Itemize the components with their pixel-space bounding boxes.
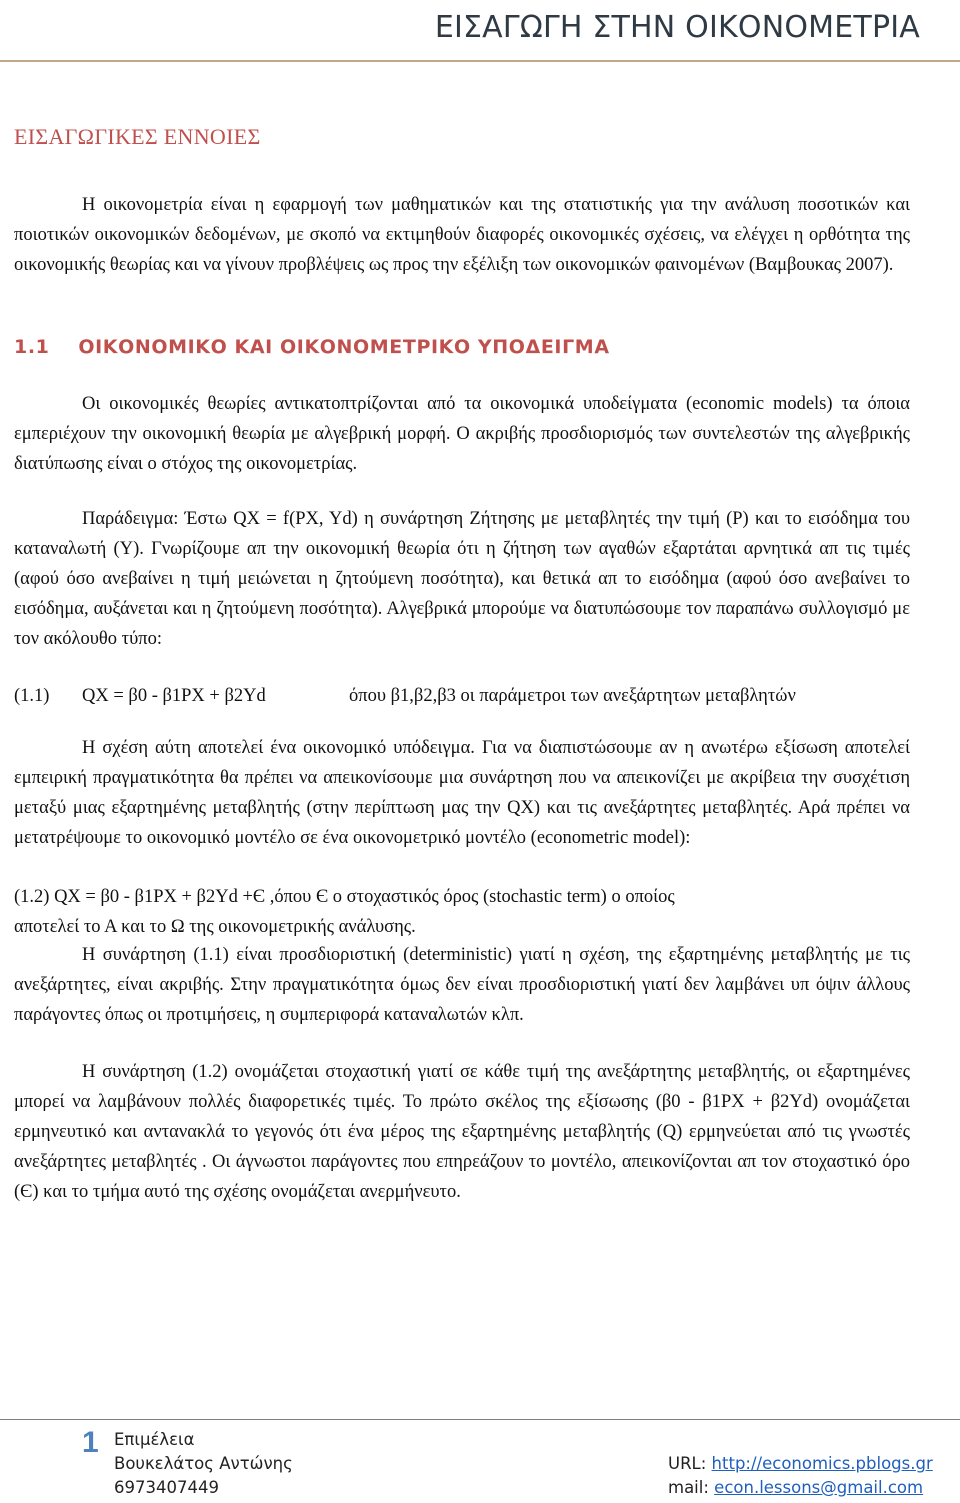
footer-divider (0, 1419, 960, 1420)
formula-number: (1.1) (14, 686, 50, 706)
subsection-number: 1.1 (14, 336, 50, 358)
paragraph-intro: Η οικονομετρία είναι η εφαρμογή των μαθηματικών και της στατιστικής για την ανάλυση ποσοτικών και ποιοτικών οικονομικών δεδομένων, με σκοπό να εκτιμηθούν διαφορές οικονομικές σχέσεις, να ελέγχει η ορθότητα της οικονομικής θεωρίας και να γίνουν προβλέψεις ως προς την εξέλιξη των οικονομικών φαινομένων (Βαμβουκας 2007). (14, 195, 910, 275)
header-title: ΕΙΣΑΓΩΓΗ ΣΤΗΝ ΟΙΚΟΝΟΜΕΤΡΙΑ (434, 10, 920, 45)
paragraph-stochastic: Η συνάρτηση (1.2) ονομάζεται στοχαστική γιατί σε κάθε τιμή της ανεξάρτητης μεταβλητής, οι εξαρτημένες μπορεί να λαμβάνουν πολλές διαφορετικές τιμές. Το πρώτο σκέλος της εξίσωσης (β0 - β1PX + β2Yd) ονομάζεται ερμηνευτικό και αντανακλά το γεγονός ότι ένα μέρος της εξαρτημένης μεταβλητής (Q) ερμηνεύεται από τις γνωστές ανεξάρτητες μεταβλητές . Οι άγνωστοι παράγοντες που επηρεάζουν το μοντέλο, απεικονίζονται απ τον στοχαστικό όρο (Є) και το τμήμα αυτό της σχέσης ονομάζεται ανερμήνευτο. (14, 1062, 910, 1202)
footer-author-block (114, 1428, 293, 1500)
footer-contact-block (668, 1452, 933, 1500)
paragraph-relation: Η σχέση αύτη αποτελεί ένα οικονομικό υπόδειγμα. Για να διαπιστώσουμε αν η ανωτέρω εξίσωση αποτελεί εμπειρική πραγματικότητα θα πρέπει να απεικονίσουμε μια συνάρτηση που να απεικονίζει με ακρίβεια την συσχέτιση μεταξύ μιας εξαρτημένης μεταβλητής (στην περίπτωση μας την QX) και τις ανεξάρτητες μεταβλητές. Αρά πρέπει να μετατρέψουμε το οικονομικό μοντέλο σε ένα οικονομετρικό μοντέλο (econometric model): (14, 738, 910, 848)
formula-1-2-rest: αποτελεί το Α και το Ω της οικονομετρικής ανάλυσης. (14, 917, 416, 937)
paragraph-deterministic: Η συνάρτηση (1.1) είναι προσδιοριστική (deterministic) γιατί η σχέση, της εξαρτημένης μεταβλητής με τις ανεξάρτητες, είναι ακριβής. Στην πραγματικότητα όμως δεν είναι προσδιοριστική γιατί δεν λαμβάνει υπ όψιν άλλους παράγοντες όπως οι προτιμήσεις, η συμπεριφορά καταναλωτών κλπ. (14, 945, 910, 1025)
formula-note: όπου β1,β2,β3 οι παράμετροι των ανεξάρτητων μεταβλητών (349, 686, 796, 706)
paragraph-example: Παράδειγμα: Έστω QX = f(PX, Yd) η συνάρτηση Ζήτησης με μεταβλητές την τιμή (P) και το εισόδημα του καταναλωτή (Y). Γνωρίζουμε απ την οικονομική θεωρία ότι η ζήτηση των αγαθών εξαρτάται αρνητικά απ τις τιμές (αφού όσο ανεβαίνει η τιμή μειώνεται η ζητούμενη ποσότητα), και θετικά απ το εισόδημα (αφού όσο ανεβαίνει το εισόδημα, αυξάνεται και η ζητούμενη ποσότητα). Αλγεβρικά μπορούμε να διατυπώσουμε τον παραπάνω συλλογισμό με τον ακόλουθο τύπο: (14, 509, 910, 649)
footer-url-label: URL: (668, 1454, 707, 1473)
footer-phone: 6973407449 (114, 1478, 219, 1497)
formula-equation: QX = β0 - β1PX + β2Yd (82, 686, 266, 706)
footer-mail-label: mail: (668, 1478, 709, 1497)
formula-1-2-line: (1.2) QX = β0 - β1PX + β2Yd +Є ,όπου Є ο στοχαστικός όρος (stochastic term) ο οποίος (14, 887, 675, 907)
header-divider (0, 60, 960, 62)
footer-mail-link[interactable]: econ.lessons@gmail.com (714, 1478, 924, 1497)
footer-author: Βουκελάτος Αντώνης (114, 1454, 293, 1473)
formula-1-1 (14, 681, 910, 711)
subsection-title: ΟΙΚΟΝΟΜΙΚΟ ΚΑΙ ΟΙΚΟΝΟΜΕΤΡΙΚΟ ΥΠΟΔΕΙΓΜΑ (78, 336, 610, 358)
subsection-heading (14, 336, 610, 358)
section-title: ΕΙΣΑΓΩΓΙΚΕΣ ΕΝΝΟΙΕΣ (14, 124, 261, 149)
paragraph-models: Οι οικονομικές θεωρίες αντικατοπτρίζονται από τα οικονομικά υποδείγματα (economic models) τα όποια εμπεριέχουν την οικονομική θεωρία με αλγεβρική μορφή. Ο ακριβής προσδιορισμός των συντελεστών της αλγεβρικής διατύπωσης είναι ο στόχος της οικονομετρίας. (14, 394, 910, 474)
page-number: 1 (82, 1426, 99, 1459)
footer-url-link[interactable]: http://economics.pblogs.gr (711, 1454, 933, 1473)
footer-edited-by: Επιμέλεια (114, 1430, 195, 1449)
